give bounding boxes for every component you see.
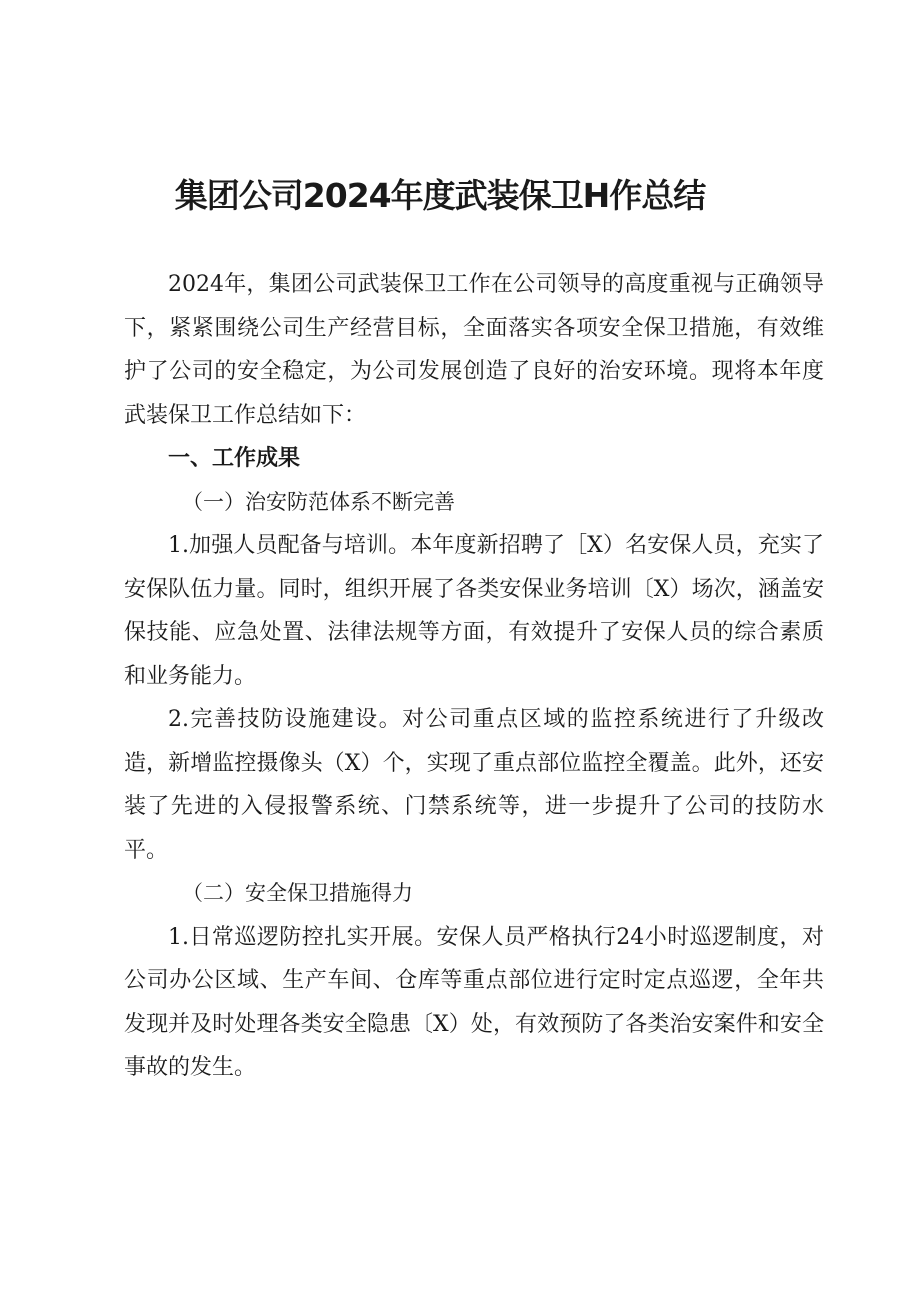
section-heading-work-results: 一、工作成果 (168, 446, 301, 471)
subsection-heading-security-system: （一）治安防范体系不断完善 (182, 489, 455, 514)
document-body (124, 263, 824, 1090)
intro-paragraph: 2024年，集团公司武装保卫工作在公司领导的高度重视与正确领导下，紧紧围绕公司生产经营目标，全面落实各项安全保卫措施，有效维护了公司的安全稳定，为公司发展创造了良好的治安环境。现将本年度武装保卫工作总结如下： (124, 272, 824, 428)
paragraph-tech-defense: 2.完善技防设施建设。对公司重点区域的监控系统进行了升级改造，新增监控摄像头（X）个，实现了重点部位监控全覆盖。此外，还安装了先进的入侵报警系统、门禁系统等，进一步提升了公司的技防水平。 (124, 707, 824, 863)
paragraph-staff-training: 1.加强人员配备与培训。本年度新招聘了［X）名安保人员，充实了安保队伍力量。同时，组织开展了各类安保业务培训〔X）场次，涵盖安保技能、应急处置、法律法规等方面，有效提升了安保人员的综合素质和业务能力。 (124, 533, 824, 689)
subsection-heading-security-measures: （二）安全保卫措施得力 (182, 881, 413, 905)
paragraph-daily-patrol: 1.日常巡逻防控扎实开展。安保人员严格执行24小时巡逻制度，对公司办公区域、生产车间、仓库等重点部位进行定时定点巡逻，全年共发现并及时处理各类安全隐患〔X）处，有效预防了各类治安案件和安全事故的发生。 (124, 924, 824, 1080)
document-title: 集团公司2024年度武装保卫H作总结 (174, 176, 706, 215)
